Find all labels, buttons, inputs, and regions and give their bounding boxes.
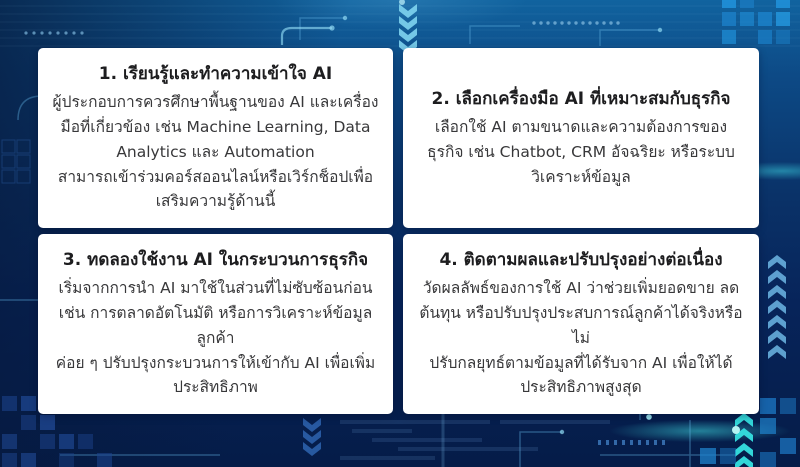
step-card-1	[38, 48, 393, 228]
step-card-2-title: 2. เลือกเครื่องมือ AI ที่เหมาะสมกับธุรกิจ	[431, 88, 731, 109]
step-card-2	[403, 48, 759, 228]
step-card-2-paragraph: เลือกใช้ AI ตามขนาดและความต้องการของธุรกิจ เช่น Chatbot, CRM อัจฉริยะ หรือระบบวิเคราะห์ข้อมูล	[427, 118, 735, 186]
chevrons-up-right-icon	[768, 255, 786, 359]
chevrons-down-bottom-icon	[303, 418, 321, 456]
step-card-3-title: 3. ทดลองใช้งาน AI ในกระบวนการธุรกิจ	[62, 249, 369, 270]
glow-dot-bright	[732, 426, 740, 434]
code-texture	[340, 420, 610, 460]
step-card-1-title: 1. เรียนรู้และทำความเข้าใจ AI	[98, 63, 333, 84]
step-card-4-title: 4. ติดตามผลและปรับปรุงอย่างต่อเนื่อง	[439, 249, 723, 270]
dot-row-top-left	[24, 31, 83, 34]
step-card-4-paragraph: วัดผลลัพธ์ของการใช้ AI ว่าช่วยเพิ่มยอดขาย ลดต้นทุน หรือปรับปรุงประสบการณ์ลูกค้าได้จริงหรือไม่	[419, 279, 743, 347]
circuit-trace-bright	[282, 28, 332, 45]
step-card-4	[403, 234, 759, 414]
dash-row-bottom	[598, 440, 665, 445]
glow-dot-small	[646, 414, 652, 420]
step-card-3-paragraph: ค่อย ๆ ปรับปรุงกระบวนการให้เข้ากับ AI เพื่อเพิ่มประสิทธิภาพ	[55, 353, 376, 397]
scanlines	[0, 6, 800, 46]
step-card-1-paragraph: ผู้ประกอบการควรศึกษาพื้นฐานของ AI และเครื่องมือที่เกี่ยวข้อง เช่น Machine Learning, Data Analytics และ Automation	[52, 93, 379, 161]
step-card-3	[38, 234, 393, 414]
pixel-grid-left-edge	[2, 140, 30, 183]
glow-dot-top	[399, 0, 405, 5]
step-card-3-paragraph: เริ่มจากการนำ AI มาใช้ในส่วนที่ไม่ซับซ้อนก่อน เช่น การตลาดอัตโนมัติ หรือการวิเคราะห์ข้อมูลลูกค้า	[58, 279, 373, 347]
step-card-4-paragraph: ปรับกลยุทธ์ตามข้อมูลที่ได้รับจาก AI เพื่อให้ได้ประสิทธิภาพสูงสุด	[429, 353, 733, 397]
step-card-1-paragraph: สามารถเข้าร่วมคอร์สออนไลน์หรือเวิร์กช็อปเพื่อเสริมความรู้ด้านนี้	[57, 167, 374, 211]
